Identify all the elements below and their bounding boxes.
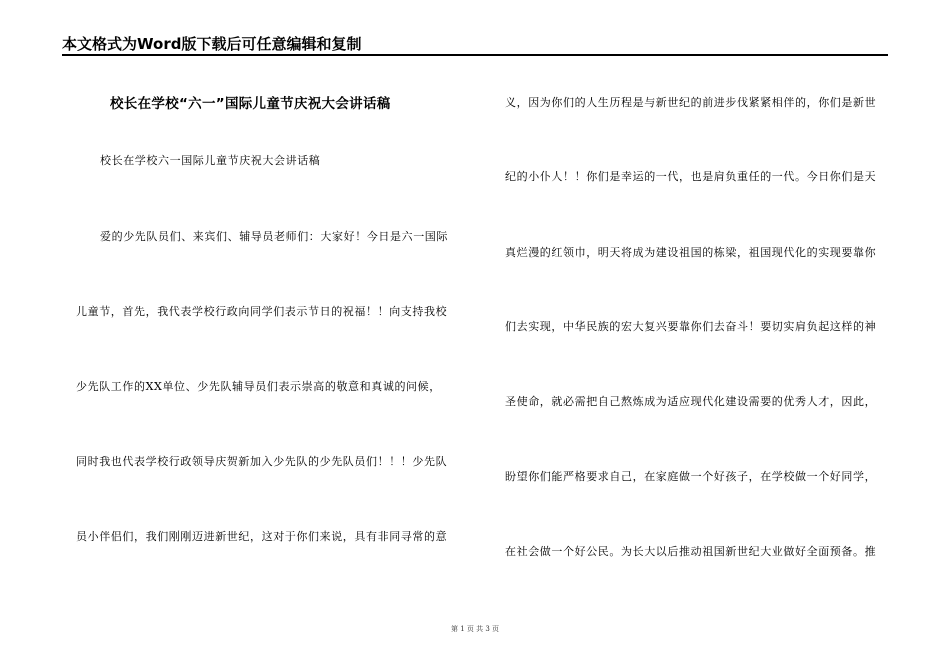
body-line: 盼望你们能严格要求自己，在家庭做一个好孩子，在学校做一个好同学， bbox=[505, 470, 877, 483]
document-banner: 本文格式为Word版下载后可任意编辑和复制 bbox=[62, 34, 888, 56]
body-line: 爱的少先队员们、来宾们、辅导员老师们：大家好！今日是六一国际 bbox=[100, 230, 448, 243]
body-line: 义，因为你们的人生历程是与新世纪的前进步伐紧紧相伴的，你们是新世 bbox=[505, 96, 877, 109]
document-title: 校长在学校“六一”国际儿童节庆祝大会讲话稿 bbox=[110, 96, 391, 112]
body-line: 们去实现，中华民族的宏大复兴要靠你们去奋斗！要切实肩负起这样的神 bbox=[505, 320, 877, 333]
subtitle-line: 校长在学校六一国际儿童节庆祝大会讲话稿 bbox=[100, 154, 321, 167]
body-line: 纪的小仆人！！你们是幸运的一代，也是肩负重任的一代。今日你们是天 bbox=[505, 170, 877, 183]
body-line: 同时我也代表学校行政领导庆贺新加入少先队的少先队员们！！！少先队 bbox=[76, 455, 448, 468]
body-line: 儿童节，首先，我代表学校行政向同学们表示节日的祝福！！向支持我校 bbox=[76, 305, 448, 318]
body-line: 真烂漫的红领巾，明天将成为建设祖国的栋梁，祖国现代化的实现要靠你 bbox=[505, 246, 877, 259]
body-line: 在社会做一个好公民。为长大以后推动祖国新世纪大业做好全面预备。推 bbox=[505, 545, 877, 558]
body-line: 员小伴侣们，我们刚刚迈进新世纪，这对于你们来说，具有非同寻常的意 bbox=[76, 530, 448, 543]
page-number: 第 1 页 共 3 页 bbox=[450, 625, 500, 633]
body-line: 圣使命，就必需把自己熬炼成为适应现代化建设需要的优秀人才，因此， bbox=[505, 395, 877, 408]
body-line: 少先队工作的XX单位、少先队辅导员们表示崇高的敬意和真诚的问候， bbox=[76, 380, 441, 393]
